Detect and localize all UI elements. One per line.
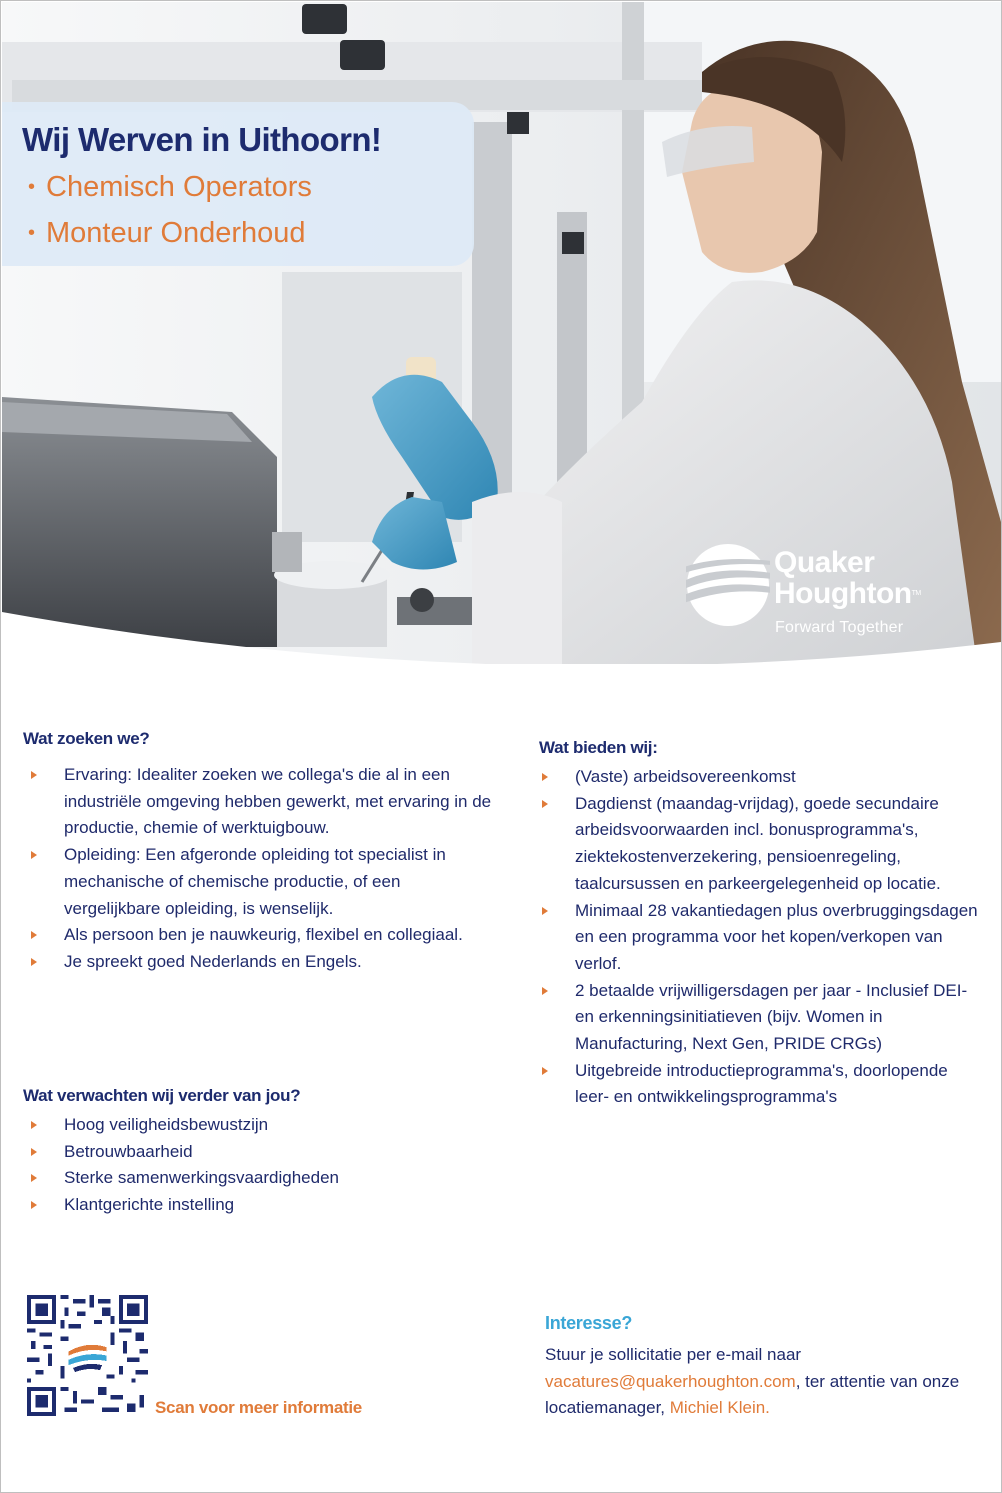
bullet-arrow-icon (542, 907, 548, 915)
bullet-arrow-icon (31, 1201, 37, 1209)
seeking-heading: Wat zoeken we? (23, 729, 150, 748)
logo-word-quaker: Quaker (774, 546, 875, 579)
list-item: Ervaring: Idealiter zoeken we collega's die al in een industriële omgeving hebben gewerkt, met ervaring in de productie, chemie of werktuigbouw. (23, 762, 493, 842)
expect-list (23, 1112, 493, 1219)
expect-section (23, 1086, 493, 1219)
bullet-arrow-icon (542, 987, 548, 995)
list-item: Minimaal 28 vakantiedagen plus overbruggingsdagen en een programma voor het kopen/verkopen van verlof. (539, 898, 984, 978)
list-item: Betrouwbaarheid (23, 1139, 493, 1166)
bullet-arrow-icon (31, 1121, 37, 1129)
contact-text: Stuur je sollicitatie per e-mail naar vacatures@quakerhoughton.com, ter attentie van onze locatiemanager, Michiel Klein. (545, 1345, 960, 1417)
list-item: Klantgerichte instelling (23, 1192, 493, 1219)
list-item: (Vaste) arbeidsovereenkomst (539, 764, 984, 791)
bullet-arrow-icon (542, 773, 548, 781)
trademark-mark: TM (911, 590, 921, 597)
quaker-houghton-logo-mark-icon (686, 543, 770, 627)
page-title: Wij Werven in Uithoorn! (22, 121, 382, 158)
logo-word-houghton: Houghton (774, 577, 912, 610)
list-item: 2 betaalde vrijwilligersdagen per jaar - Inclusief DEI- en erkenningsinitiatieven (bijv. Women in Manufacturing, Next Gen, PRIDE CRGs) (539, 978, 984, 1058)
logo-tagline: Forward Together (775, 619, 904, 636)
list-item: Opleiding: Een afgeronde opleiding tot specialist in mechanische of chemische productie, of een vergelijkbare opleiding, is wenselijk. (23, 842, 493, 922)
bullet-arrow-icon (31, 851, 37, 859)
offer-section (539, 738, 984, 1111)
manager-name: Michiel Klein. (669, 1398, 770, 1417)
list-item: Dagdienst (maandag-vrijdag), goede secundaire arbeidsvoorwaarden incl. bonusprogramma's, ziektekostenverzekering, pensioenregeling, taalcursussen en parkeergelegenheid op locatie. (539, 791, 984, 898)
list-item: Hoog veiligheidsbewustzijn (23, 1112, 493, 1139)
contact-heading: Interesse? (545, 1313, 633, 1333)
bullet-arrow-icon (542, 1067, 548, 1075)
headline-banner (2, 102, 474, 266)
position-list (22, 164, 474, 256)
bullet-arrow-icon (542, 800, 548, 808)
offer-list (539, 764, 984, 1111)
seeking-list (23, 762, 493, 976)
expect-heading: Wat verwachten wij verder van jou? (23, 1086, 301, 1105)
list-item: Uitgebreide introductieprogramma's, doorlopende leer- en ontwikkelingsprogramma's (539, 1058, 984, 1111)
bullet-arrow-icon (31, 931, 37, 939)
position-item: • Chemisch Operators (22, 164, 474, 210)
qr-caption: Scan voor meer informatie (155, 1398, 362, 1417)
bullet-arrow-icon (31, 771, 37, 779)
bullet-arrow-icon (31, 1148, 37, 1156)
contact-section (545, 1313, 985, 1422)
list-item: Sterke samenwerkingsvaardigheden (23, 1165, 493, 1192)
email-link[interactable]: vacatures@quakerhoughton.com (545, 1371, 796, 1391)
bullet-arrow-icon (31, 958, 37, 966)
seeking-section (23, 729, 493, 976)
list-item: Je spreekt goed Nederlands en Engels. (23, 949, 493, 976)
quaker-houghton-logo (686, 543, 986, 648)
logo-wordmark (774, 547, 921, 609)
offer-heading: Wat bieden wij: (539, 738, 658, 757)
qr-code[interactable] (27, 1295, 148, 1416)
bullet-arrow-icon (31, 1174, 37, 1182)
list-item: Als persoon ben je nauwkeurig, flexibel en collegiaal. (23, 922, 493, 949)
position-item: • Monteur Onderhoud (22, 210, 474, 256)
